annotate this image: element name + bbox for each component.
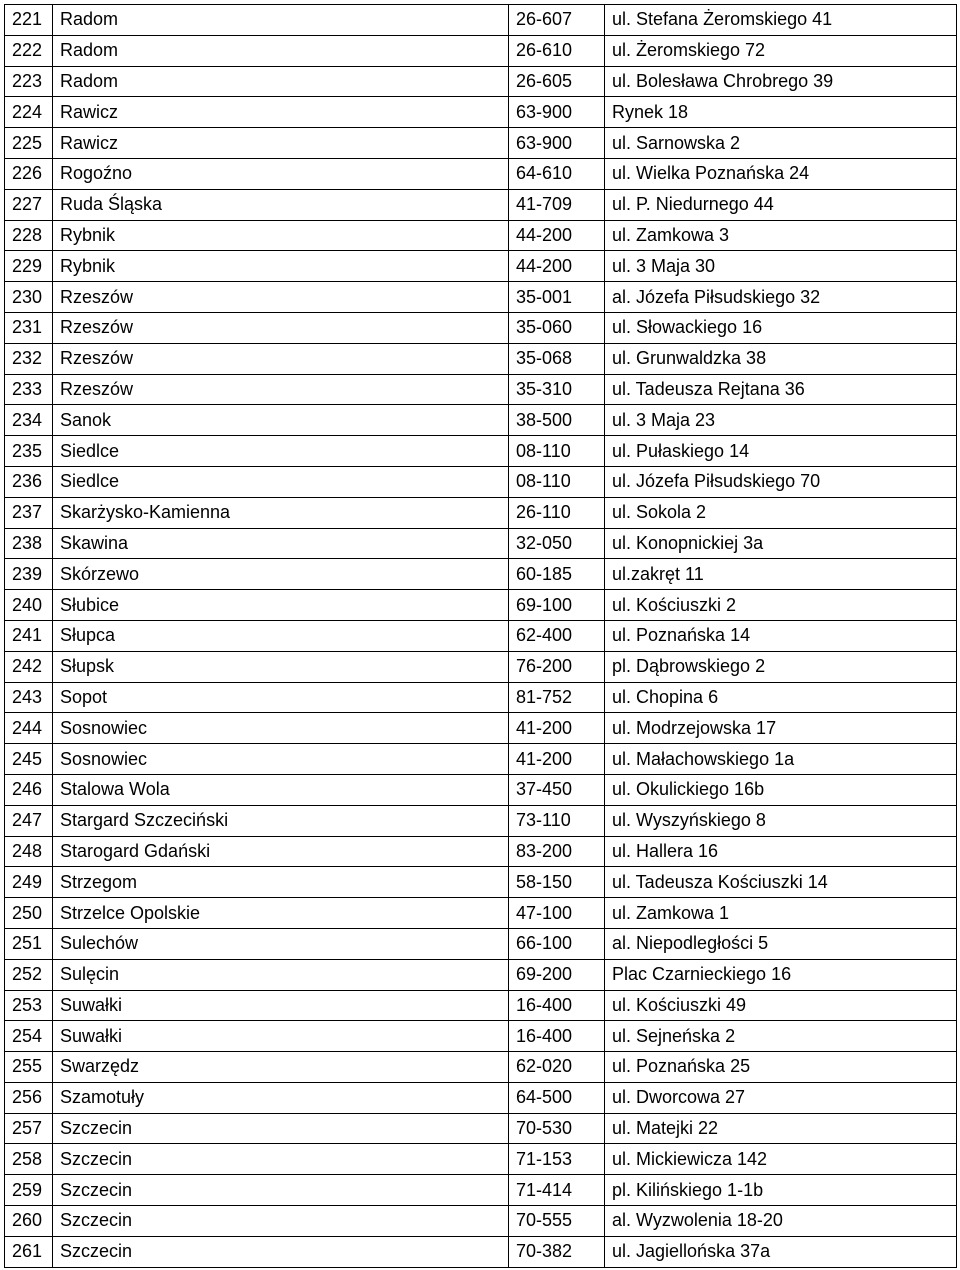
postal-code-cell: 26-110 [509,497,605,528]
postal-code-cell: 37-450 [509,774,605,805]
address-cell: ul. Stefana Żeromskiego 41 [605,5,957,36]
city-cell: Rogoźno [53,158,509,189]
table-row [5,990,957,1021]
row-number-cell: 231 [5,312,53,343]
row-number-cell: 249 [5,867,53,898]
city-cell: Strzegom [53,867,509,898]
row-number-cell: 233 [5,374,53,405]
row-number-cell: 222 [5,35,53,66]
row-number-cell: 246 [5,774,53,805]
address-cell: ul. Sejneńska 2 [605,1021,957,1052]
postal-code-cell: 26-607 [509,5,605,36]
address-cell: ul. 3 Maja 23 [605,405,957,436]
postal-code-cell: 32-050 [509,528,605,559]
row-number-cell: 255 [5,1052,53,1083]
postal-code-cell: 26-605 [509,66,605,97]
row-number-cell: 244 [5,713,53,744]
address-cell: ul. Dworcowa 27 [605,1082,957,1113]
city-cell: Sulechów [53,928,509,959]
postal-code-cell: 63-900 [509,97,605,128]
city-cell: Szczecin [53,1144,509,1175]
row-number-cell: 257 [5,1113,53,1144]
table-row [5,774,957,805]
city-cell: Rzeszów [53,312,509,343]
city-cell: Szczecin [53,1113,509,1144]
city-cell: Szczecin [53,1206,509,1237]
address-cell: Plac Czarnieckiego 16 [605,959,957,990]
table-row [5,497,957,528]
address-cell: ul. Kościuszki 2 [605,590,957,621]
row-number-cell: 225 [5,128,53,159]
postal-code-cell: 64-610 [509,158,605,189]
row-number-cell: 248 [5,836,53,867]
table-row [5,682,957,713]
row-number-cell: 229 [5,251,53,282]
city-cell: Słubice [53,590,509,621]
address-cell: ul. Pułaskiego 14 [605,436,957,467]
row-number-cell: 240 [5,590,53,621]
address-cell: ul. Poznańska 25 [605,1052,957,1083]
table-row [5,97,957,128]
address-cell: pl. Dąbrowskiego 2 [605,651,957,682]
postal-code-cell: 58-150 [509,867,605,898]
address-cell: ul. Matejki 22 [605,1113,957,1144]
address-cell: ul. Mickiewicza 142 [605,1144,957,1175]
postal-code-cell: 26-610 [509,35,605,66]
city-cell: Sanok [53,405,509,436]
address-cell: ul.zakręt 11 [605,559,957,590]
table-row [5,312,957,343]
table-row [5,1021,957,1052]
city-cell: Sosnowiec [53,713,509,744]
postal-code-cell: 60-185 [509,559,605,590]
table-row [5,374,957,405]
city-cell: Suwałki [53,1021,509,1052]
city-cell: Sosnowiec [53,744,509,775]
city-cell: Siedlce [53,466,509,497]
row-number-cell: 256 [5,1082,53,1113]
postal-code-cell: 35-001 [509,282,605,313]
row-number-cell: 260 [5,1206,53,1237]
address-cell: ul. Grunwaldzka 38 [605,343,957,374]
table-row [5,436,957,467]
address-cell: ul. Małachowskiego 1a [605,744,957,775]
postal-code-cell: 71-414 [509,1175,605,1206]
row-number-cell: 238 [5,528,53,559]
postal-code-cell: 44-200 [509,251,605,282]
table-row [5,590,957,621]
city-cell: Skórzewo [53,559,509,590]
city-cell: Radom [53,5,509,36]
row-number-cell: 230 [5,282,53,313]
postal-code-cell: 35-068 [509,343,605,374]
table-row [5,1052,957,1083]
postal-code-cell: 41-200 [509,744,605,775]
address-cell: pl. Kilińskiego 1-1b [605,1175,957,1206]
address-cell: ul. Zamkowa 1 [605,898,957,929]
postal-code-cell: 73-110 [509,805,605,836]
row-number-cell: 261 [5,1236,53,1267]
address-cell: ul. Hallera 16 [605,836,957,867]
address-cell: ul. Modrzejowska 17 [605,713,957,744]
postal-code-cell: 62-400 [509,620,605,651]
address-cell: ul. Wielka Poznańska 24 [605,158,957,189]
address-cell: ul. 3 Maja 30 [605,251,957,282]
table-row [5,158,957,189]
row-number-cell: 236 [5,466,53,497]
city-cell: Sulęcin [53,959,509,990]
table-row [5,713,957,744]
row-number-cell: 235 [5,436,53,467]
row-number-cell: 232 [5,343,53,374]
table-row [5,959,957,990]
postal-code-cell: 64-500 [509,1082,605,1113]
row-number-cell: 253 [5,990,53,1021]
address-cell: ul. Poznańska 14 [605,620,957,651]
row-number-cell: 228 [5,220,53,251]
row-number-cell: 239 [5,559,53,590]
row-number-cell: 251 [5,928,53,959]
postal-code-cell: 83-200 [509,836,605,867]
row-number-cell: 252 [5,959,53,990]
city-cell: Rybnik [53,220,509,251]
table-row [5,220,957,251]
address-cell: ul. Jagiellońska 37a [605,1236,957,1267]
address-cell: ul. Chopina 6 [605,682,957,713]
city-cell: Słupca [53,620,509,651]
city-cell: Szczecin [53,1175,509,1206]
city-cell: Sopot [53,682,509,713]
table-row [5,466,957,497]
postal-code-cell: 41-709 [509,189,605,220]
address-cell: al. Niepodległości 5 [605,928,957,959]
table-row [5,805,957,836]
address-cell: Rynek 18 [605,97,957,128]
address-cell: ul. P. Niedurnego 44 [605,189,957,220]
table-row [5,744,957,775]
table-row [5,405,957,436]
table-row [5,251,957,282]
city-cell: Skawina [53,528,509,559]
city-cell: Rzeszów [53,343,509,374]
city-cell: Ruda Śląska [53,189,509,220]
table-row [5,867,957,898]
address-table [4,4,957,1268]
table-row [5,1175,957,1206]
city-cell: Rybnik [53,251,509,282]
address-cell: ul. Okulickiego 16b [605,774,957,805]
city-cell: Rzeszów [53,282,509,313]
address-cell: ul. Tadeusza Kościuszki 14 [605,867,957,898]
postal-code-cell: 47-100 [509,898,605,929]
row-number-cell: 226 [5,158,53,189]
city-cell: Rawicz [53,97,509,128]
postal-code-cell: 70-530 [509,1113,605,1144]
postal-code-cell: 81-752 [509,682,605,713]
city-cell: Stargard Szczeciński [53,805,509,836]
city-cell: Szczecin [53,1236,509,1267]
address-cell: ul. Bolesława Chrobrego 39 [605,66,957,97]
city-cell: Słupsk [53,651,509,682]
postal-code-cell: 66-100 [509,928,605,959]
row-number-cell: 259 [5,1175,53,1206]
table-row [5,66,957,97]
city-cell: Rzeszów [53,374,509,405]
address-cell: ul. Zamkowa 3 [605,220,957,251]
postal-code-cell: 69-200 [509,959,605,990]
row-number-cell: 243 [5,682,53,713]
table-row [5,559,957,590]
table-row [5,282,957,313]
address-cell: ul. Tadeusza Rejtana 36 [605,374,957,405]
postal-code-cell: 08-110 [509,436,605,467]
table-row [5,5,957,36]
address-cell: ul. Sokola 2 [605,497,957,528]
postal-code-cell: 69-100 [509,590,605,621]
row-number-cell: 227 [5,189,53,220]
address-cell: ul. Słowackiego 16 [605,312,957,343]
row-number-cell: 237 [5,497,53,528]
city-cell: Szamotuły [53,1082,509,1113]
row-number-cell: 223 [5,66,53,97]
row-number-cell: 254 [5,1021,53,1052]
table-row [5,898,957,929]
row-number-cell: 242 [5,651,53,682]
postal-code-cell: 38-500 [509,405,605,436]
city-cell: Radom [53,66,509,97]
address-cell: ul. Konopnickiej 3a [605,528,957,559]
table-row [5,836,957,867]
table-body [5,5,957,1268]
row-number-cell: 245 [5,744,53,775]
row-number-cell: 247 [5,805,53,836]
postal-code-cell: 62-020 [509,1052,605,1083]
table-row [5,1082,957,1113]
city-cell: Rawicz [53,128,509,159]
address-cell: ul. Kościuszki 49 [605,990,957,1021]
city-cell: Swarzędz [53,1052,509,1083]
table-row [5,343,957,374]
row-number-cell: 221 [5,5,53,36]
row-number-cell: 258 [5,1144,53,1175]
table-row [5,651,957,682]
table-row [5,189,957,220]
postal-code-cell: 16-400 [509,1021,605,1052]
table-row [5,1206,957,1237]
city-cell: Radom [53,35,509,66]
postal-code-cell: 63-900 [509,128,605,159]
city-cell: Stalowa Wola [53,774,509,805]
table-row [5,1236,957,1267]
table-row [5,928,957,959]
row-number-cell: 250 [5,898,53,929]
table-row [5,128,957,159]
address-cell: ul. Wyszyńskiego 8 [605,805,957,836]
postal-code-cell: 16-400 [509,990,605,1021]
table-row [5,620,957,651]
city-cell: Suwałki [53,990,509,1021]
city-cell: Skarżysko-Kamienna [53,497,509,528]
postal-code-cell: 44-200 [509,220,605,251]
row-number-cell: 234 [5,405,53,436]
city-cell: Siedlce [53,436,509,467]
table-row [5,35,957,66]
postal-code-cell: 70-555 [509,1206,605,1237]
postal-code-cell: 35-060 [509,312,605,343]
postal-code-cell: 76-200 [509,651,605,682]
postal-code-cell: 70-382 [509,1236,605,1267]
city-cell: Starogard Gdański [53,836,509,867]
row-number-cell: 224 [5,97,53,128]
address-cell: al. Wyzwolenia 18-20 [605,1206,957,1237]
address-cell: al. Józefa Piłsudskiego 32 [605,282,957,313]
table-row [5,1113,957,1144]
table-row [5,528,957,559]
postal-code-cell: 08-110 [509,466,605,497]
city-cell: Strzelce Opolskie [53,898,509,929]
postal-code-cell: 71-153 [509,1144,605,1175]
postal-code-cell: 35-310 [509,374,605,405]
address-cell: ul. Żeromskiego 72 [605,35,957,66]
row-number-cell: 241 [5,620,53,651]
table-row [5,1144,957,1175]
address-cell: ul. Józefa Piłsudskiego 70 [605,466,957,497]
address-cell: ul. Sarnowska 2 [605,128,957,159]
postal-code-cell: 41-200 [509,713,605,744]
